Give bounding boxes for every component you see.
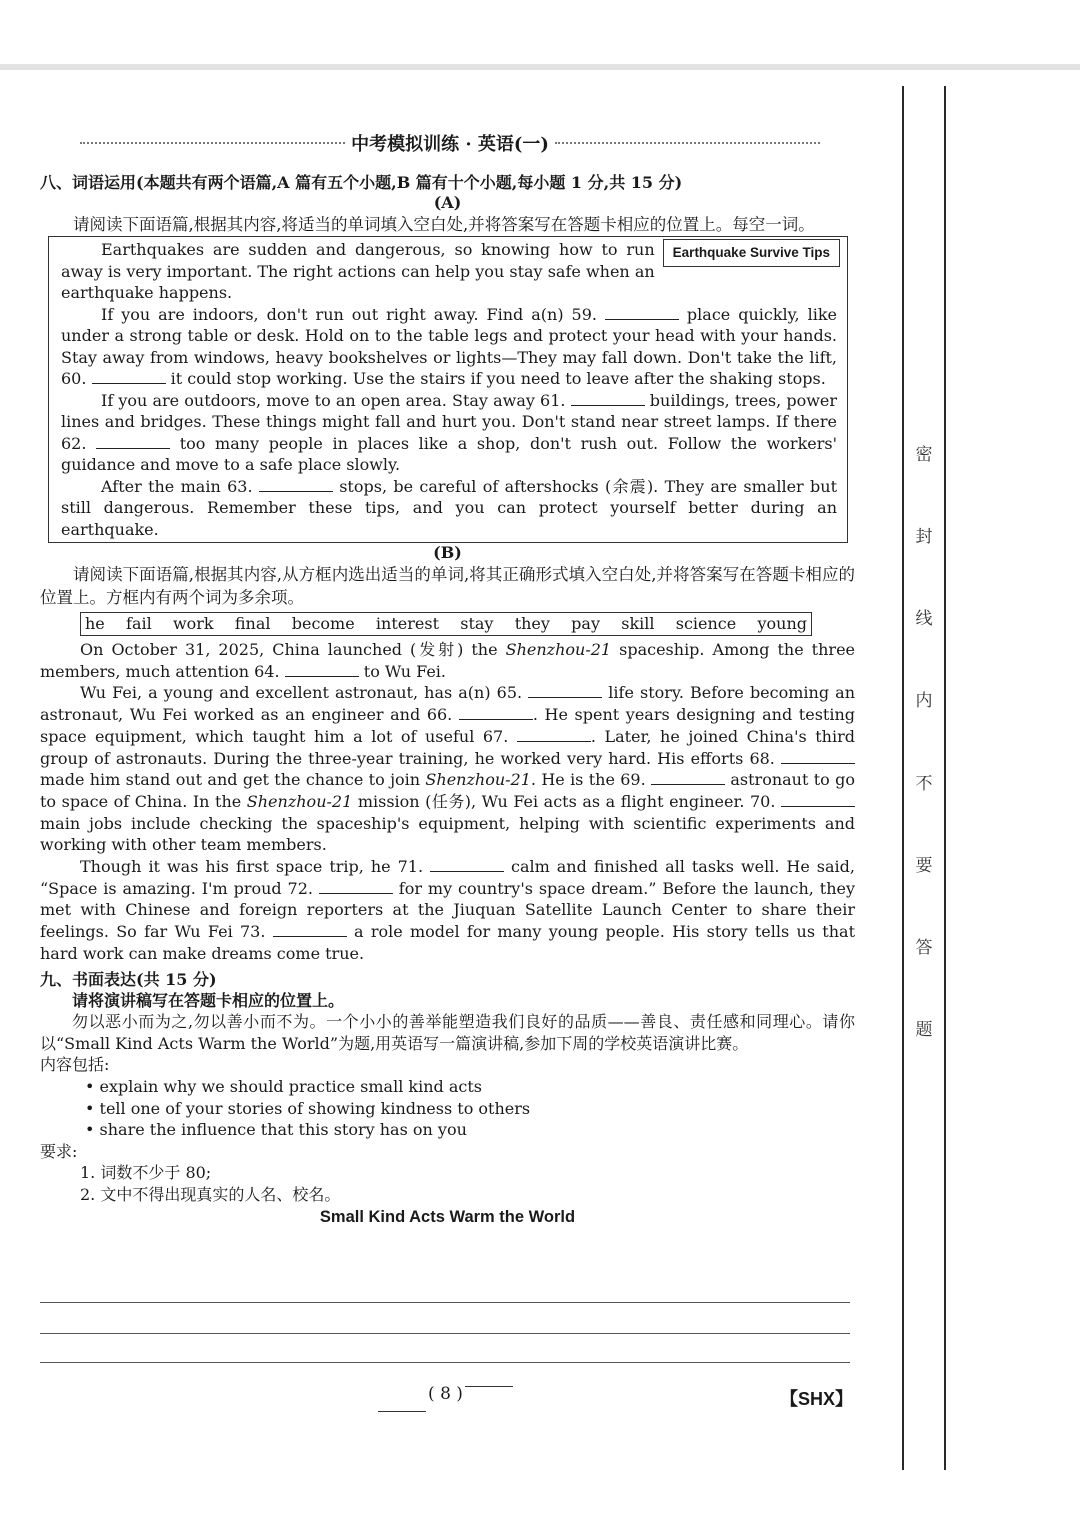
seal-line-text bbox=[905, 440, 943, 1040]
content-label: 内容包括: bbox=[40, 1055, 110, 1075]
passage-b-paragraph-3 bbox=[40, 856, 855, 965]
text-run: . He spent years designing and testing space equipment, which taught him a lot of useful 67. bbox=[40, 705, 856, 746]
content-bullet: • explain why we should practice small kind acts bbox=[85, 1076, 482, 1096]
text-run: Shenzhou-21 bbox=[505, 640, 612, 659]
word-bank-item: young bbox=[757, 614, 807, 633]
text-run: calm and finished all tasks well. He said, “Space is amazing. I'm proud 72. bbox=[40, 857, 855, 898]
word-bank-item: become bbox=[291, 614, 355, 633]
word-bank-item: final bbox=[234, 614, 271, 633]
passage-a-box bbox=[48, 236, 848, 543]
part-a-instruction: 请阅读下面语篇,根据其内容,将适当的单词填入空白处,并将答案写在答题卡相应的位置上。每空一词。 bbox=[73, 215, 815, 234]
page-header bbox=[80, 130, 820, 156]
text-run: Shenzhou-21 bbox=[425, 770, 531, 790]
writing-instruction: 请将演讲稿写在答题卡相应的位置上。 bbox=[72, 990, 345, 1010]
page-number bbox=[378, 1384, 513, 1414]
blank-67 bbox=[517, 727, 591, 742]
section-8-heading: 八、词语运用(本题共有两个语篇,A 篇有五个小题,B 篇有十个小题,每小题 1 分,共 15 分) bbox=[40, 173, 683, 192]
text-run: After the main 63. bbox=[101, 476, 253, 496]
passage-a-paragraph-4 bbox=[61, 476, 837, 541]
writing-line bbox=[40, 1362, 850, 1363]
blank-71 bbox=[430, 857, 504, 872]
text-run: Though it was his first space trip, he 71. bbox=[80, 857, 424, 877]
header-dots-left bbox=[80, 142, 345, 144]
writing-line bbox=[40, 1333, 850, 1334]
text-run: If you are indoors, don't run out right away. Find a(n) 59. bbox=[101, 304, 597, 324]
page-number-line-left bbox=[378, 1411, 426, 1412]
blank-59 bbox=[605, 305, 679, 320]
word-bank-item: skill bbox=[621, 614, 655, 633]
exam-page bbox=[40, 130, 855, 1229]
content-bullet: • share the influence that this story has on you bbox=[85, 1120, 467, 1140]
writing-task bbox=[40, 990, 855, 1230]
text-run: place quickly, like under a strong table or desk. Hold on to the table legs and protect your head with your hands. Stay away from windows, heavy bookshelves or lights—They may fall down. Don't take the lift, 60. bbox=[61, 304, 838, 388]
text-run: If you are outdoors, move to an open area. Stay away 61. bbox=[101, 390, 566, 410]
blank-66 bbox=[459, 705, 533, 720]
text-run: . Later, he joined China's third group of astronauts. During the three-year training, he worked very hard. His efforts 68. bbox=[40, 726, 855, 768]
blank-73 bbox=[273, 922, 347, 937]
seal-char: 要 bbox=[915, 855, 933, 876]
content-bullet: • tell one of your stories of showing kindness to others bbox=[85, 1098, 531, 1118]
viewer-top-bar bbox=[0, 0, 1080, 64]
text-run: main jobs include checking the spaceship's equipment, helping with scientific experiments and working with other team members. bbox=[40, 813, 855, 855]
requirements-list bbox=[80, 1162, 855, 1205]
tips-title-box: Earthquake Survive Tips bbox=[663, 239, 840, 267]
text-run: astronaut to go to space of China. In the bbox=[40, 770, 855, 811]
seal-char: 封 bbox=[915, 527, 933, 548]
passage-b bbox=[40, 639, 855, 965]
passage-b-paragraph-1 bbox=[40, 639, 855, 682]
blank-60 bbox=[92, 369, 166, 384]
header-dots-right bbox=[555, 142, 820, 144]
part-b-instruction: 请阅读下面语篇,根据其内容,从方框内选出适当的单词,将其正确形式填入空白处,并将答案写在答题卡相应的位置上。方框内有两个词为多余项。 bbox=[40, 565, 855, 607]
word-bank-item: work bbox=[172, 614, 214, 633]
blank-69 bbox=[651, 770, 725, 785]
requirement-item: 2. 文中不得出现真实的人名、校名。 bbox=[80, 1184, 341, 1204]
text-run: Shenzhou-21 bbox=[246, 791, 353, 811]
page-number-line-right bbox=[465, 1386, 513, 1387]
passage-a-paragraph-3 bbox=[61, 390, 837, 476]
blank-65 bbox=[528, 683, 602, 698]
text-run: . He is the 69. bbox=[530, 770, 646, 790]
writing-title: Small Kind Acts Warm the World bbox=[319, 1208, 576, 1227]
word-bank-item: they bbox=[514, 614, 550, 633]
page-number-value: 8 bbox=[440, 1384, 451, 1404]
text-run: life story. Before becoming an astronaut, Wu Fei worked as an engineer and 66. bbox=[40, 683, 856, 725]
word-bank-item: stay bbox=[460, 614, 494, 633]
blank-70 bbox=[781, 792, 855, 807]
seal-char: 不 bbox=[915, 773, 933, 794]
page-number-text: ( 8 ) bbox=[428, 1384, 463, 1404]
word-bank-item: pay bbox=[571, 614, 600, 633]
part-a-label: (A) bbox=[433, 193, 462, 212]
text-run: stops, be careful of aftershocks (余震). They are smaller but still dangerous. Remember these tips, and you can protect yourself better during an earthquake. bbox=[61, 476, 837, 539]
passage-b-paragraph-2 bbox=[40, 682, 855, 856]
word-bank-item: interest bbox=[375, 614, 439, 633]
text-run: mission (任务), Wu Fei acts as a flight engineer. 70. bbox=[357, 791, 776, 811]
seal-line-right bbox=[944, 86, 946, 1470]
blank-62 bbox=[96, 434, 170, 449]
text-run: too many people in places like a shop, don't rush out. Follow the workers' guidance and move to a safe place slowly. bbox=[61, 433, 837, 474]
word-bank-item: fail bbox=[126, 614, 152, 633]
requirements-label: 要求: bbox=[40, 1141, 78, 1161]
text-run: buildings, trees, power lines and bridges. These things might fall and hurt you. Don't stand near street lamps. If there 62. bbox=[61, 390, 838, 453]
text-run: a role model for many young people. His story tells us that hard work can make dreams come true. bbox=[40, 922, 856, 963]
text-run: spaceship. Among the three members, much attention 64. bbox=[40, 640, 856, 681]
passage-a-paragraph-1: Earthquakes are sudden and dangerous, so knowing how to run away is very important. The right actions can help you stay safe when an earthquake happens. bbox=[61, 240, 655, 302]
text-run: to Wu Fei. bbox=[363, 661, 446, 681]
seal-line-left bbox=[902, 86, 904, 1470]
word-bank-box bbox=[80, 612, 812, 636]
section-9-heading: 九、书面表达(共 15 分) bbox=[40, 969, 217, 989]
seal-char: 内 bbox=[915, 691, 933, 712]
seal-char: 题 bbox=[915, 1019, 933, 1040]
blank-63 bbox=[259, 477, 333, 492]
text-run: for my country's space dream.” Before the launch, they met with Chinese and foreign reporters at the Jiuquan Satellite Launch Center to share their feelings. So far Wu Fei 73. bbox=[40, 878, 856, 942]
seal-char: 密 bbox=[915, 445, 933, 465]
viewer-top-divider bbox=[0, 64, 1080, 70]
part-b-label: (B) bbox=[433, 543, 462, 562]
word-bank-item: science bbox=[675, 614, 737, 633]
text-run: Wu Fei, a young and excellent astronaut, has a(n) 65. bbox=[80, 683, 523, 703]
requirement-item: 1. 词数不少于 80; bbox=[80, 1163, 212, 1183]
blank-72 bbox=[319, 879, 393, 894]
content-bullets bbox=[85, 1076, 855, 1141]
passage-a-paragraph-2 bbox=[61, 304, 837, 390]
writing-line bbox=[40, 1302, 850, 1303]
text-run: it could stop working. Use the stairs if you need to leave after the shaking stops. bbox=[170, 369, 826, 388]
word-bank-item: he bbox=[85, 614, 105, 633]
text-run: made him stand out and get the chance to join bbox=[40, 770, 421, 790]
paper-code: 【SHX】 bbox=[780, 1389, 854, 1409]
blank-64 bbox=[285, 662, 359, 677]
seal-char: 答 bbox=[915, 937, 933, 958]
page-title: 中考模拟训练 · 英语(一) bbox=[351, 134, 549, 155]
writing-prompt: 勿以恶小而为之,勿以善小而不为。一个小小的善举能塑造我们良好的品质——善良、责任感和同理心。请你以“Small Kind Acts Warm the World”为题,用英语写一篇演讲稿,参加下周的学校英语演讲比赛。 bbox=[40, 1012, 855, 1053]
text-run: On October 31, 2025, China launched (发射) the bbox=[80, 640, 498, 659]
seal-char: 线 bbox=[915, 609, 933, 630]
blank-61 bbox=[571, 391, 645, 406]
blank-68 bbox=[781, 749, 855, 764]
